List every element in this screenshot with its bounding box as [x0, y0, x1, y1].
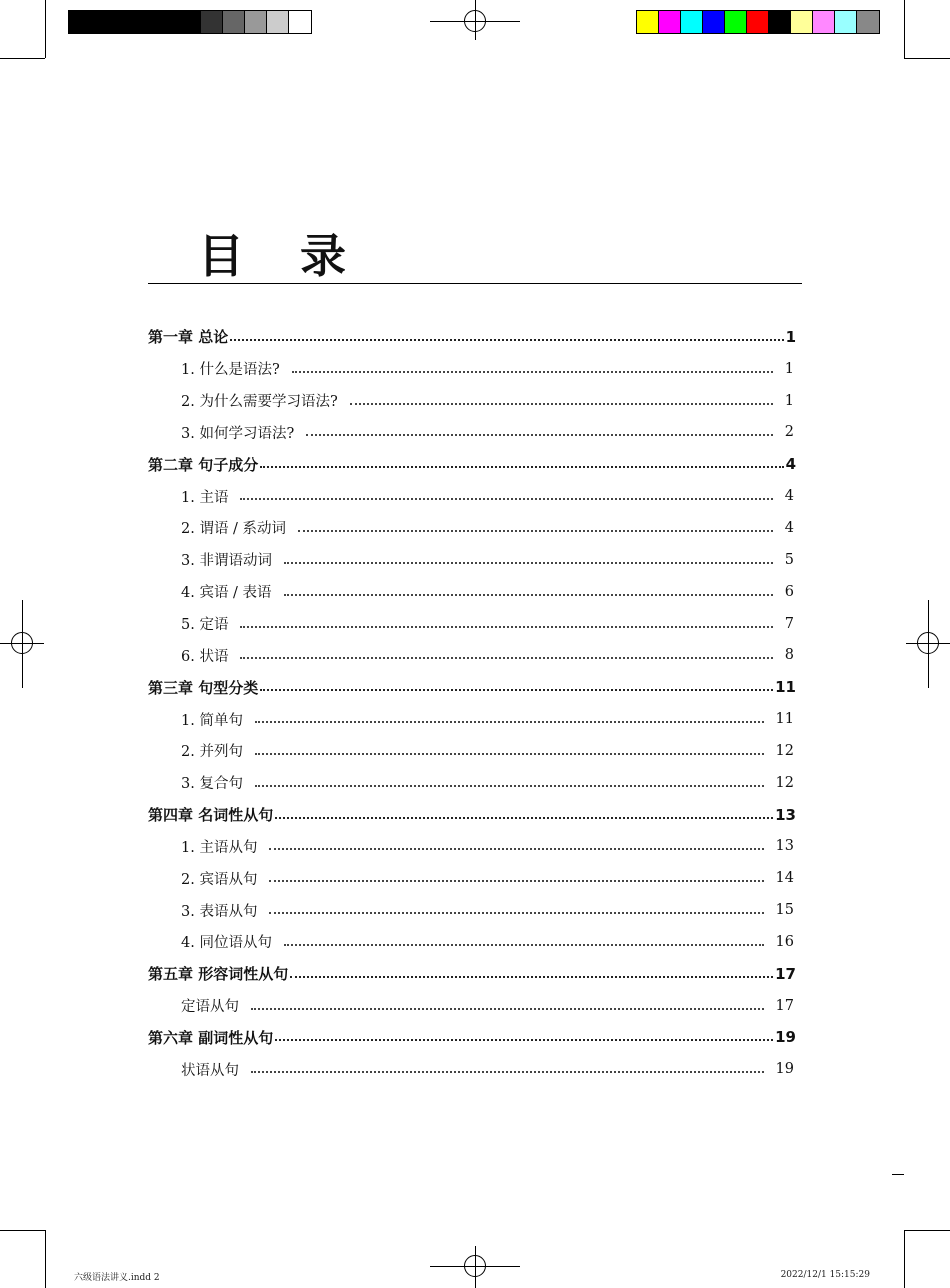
color-swatch [113, 11, 135, 33]
toc-section-entry[interactable] [148, 480, 796, 512]
toc-chapter-entry[interactable] [148, 671, 796, 703]
footer-timestamp: 2022/12/1 15:15:29 [780, 1270, 870, 1280]
toc-page-number: 2 [784, 424, 794, 441]
color-swatch [703, 11, 725, 33]
toc-section-entry[interactable] [148, 1053, 796, 1085]
toc-page-number: 11 [775, 678, 796, 697]
toc-section-entry[interactable] [148, 894, 796, 926]
toc-dot-leader [230, 339, 783, 341]
toc-section-entry[interactable] [148, 353, 796, 385]
color-swatch [747, 11, 769, 33]
toc-page-number: 1 [785, 327, 796, 346]
toc-dot-leader [251, 1071, 764, 1073]
title-divider [148, 283, 802, 284]
toc-page-number: 14 [775, 870, 794, 887]
toc-page-number: 8 [784, 647, 794, 664]
toc-section-entry[interactable] [148, 831, 796, 863]
toc-page-number: 13 [775, 838, 794, 855]
color-swatch [289, 11, 311, 33]
margin-dash [892, 1174, 904, 1175]
color-swatch [135, 11, 157, 33]
toc-page-number: 1 [784, 360, 794, 377]
color-swatch [179, 11, 201, 33]
toc-entry-label: 第一章 总论 [148, 328, 229, 347]
table-of-contents [148, 321, 796, 1085]
toc-entry-label: 第二章 句子成分 [148, 455, 259, 474]
toc-section-entry[interactable] [148, 544, 796, 576]
toc-entry-label: 2. 并列句 [181, 744, 243, 761]
color-swatch [223, 11, 245, 33]
toc-dot-leader [292, 371, 773, 373]
color-swatch [791, 11, 813, 33]
toc-section-entry[interactable] [148, 990, 796, 1022]
toc-dot-leader [260, 689, 773, 691]
toc-entry-label: 1. 什么是语法? [181, 362, 280, 379]
color-swatch [69, 11, 91, 33]
color-swatch [157, 11, 179, 33]
toc-dot-leader [240, 626, 772, 628]
toc-section-entry[interactable] [148, 639, 796, 671]
toc-entry-label: 第六章 副词性从句 [148, 1028, 274, 1047]
toc-dot-leader [275, 1039, 773, 1041]
toc-chapter-entry[interactable] [148, 448, 796, 480]
toc-section-entry[interactable] [148, 767, 796, 799]
color-swatch [637, 11, 659, 33]
toc-section-entry[interactable] [148, 926, 796, 958]
toc-entry-label: 第三章 句型分类 [148, 678, 259, 697]
toc-dot-leader [251, 1008, 764, 1010]
toc-page-number: 16 [775, 933, 794, 950]
toc-page-number: 4 [784, 488, 794, 505]
toc-chapter-entry[interactable] [148, 958, 796, 990]
toc-page-number: 7 [784, 615, 794, 632]
color-swatch [245, 11, 267, 33]
toc-dot-leader [269, 848, 763, 850]
color-swatch [201, 11, 223, 33]
toc-section-entry[interactable] [148, 417, 796, 449]
toc-page-number: 12 [775, 774, 794, 791]
toc-dot-leader [290, 976, 773, 978]
toc-page-number: 13 [775, 805, 796, 824]
toc-page-number: 19 [775, 1028, 796, 1047]
color-swatch [659, 11, 681, 33]
toc-page-number: 11 [775, 711, 794, 728]
color-swatch [835, 11, 857, 33]
color-swatch [769, 11, 791, 33]
toc-dot-leader [306, 434, 773, 436]
toc-chapter-entry[interactable] [148, 799, 796, 831]
toc-page-number: 19 [775, 1061, 794, 1078]
color-swatch [681, 11, 703, 33]
toc-entry-label: 1. 主语 [181, 489, 229, 506]
toc-entry-label: 第四章 名词性从句 [148, 806, 274, 825]
toc-entry-label: 状语从句 [181, 1062, 239, 1079]
toc-entry-label: 定语从句 [181, 999, 239, 1016]
toc-entry-label: 3. 复合句 [181, 776, 243, 793]
toc-dot-leader [255, 753, 764, 755]
grayscale-control-bar [68, 10, 312, 34]
toc-page-number: 5 [784, 551, 794, 568]
toc-section-entry[interactable] [148, 608, 796, 640]
toc-dot-leader [298, 530, 773, 532]
toc-chapter-entry[interactable] [148, 321, 796, 353]
toc-page-number: 12 [775, 742, 794, 759]
toc-section-entry[interactable] [148, 735, 796, 767]
toc-entry-label: 3. 如何学习语法? [181, 425, 295, 442]
toc-dot-leader [284, 562, 773, 564]
color-swatch [91, 11, 113, 33]
color-swatch [857, 11, 879, 33]
toc-page-number: 15 [775, 902, 794, 919]
toc-entry-label: 6. 状语 [181, 648, 229, 665]
toc-entry-label: 5. 定语 [181, 617, 229, 634]
toc-page-number: 4 [785, 455, 796, 474]
toc-section-entry[interactable] [148, 576, 796, 608]
toc-entry-label: 2. 谓语 / 系动词 [181, 521, 287, 538]
toc-page-number: 1 [784, 392, 794, 409]
toc-dot-leader [269, 912, 763, 914]
toc-page-number: 4 [784, 519, 794, 536]
toc-page-number: 17 [775, 964, 796, 983]
toc-entry-label: 2. 为什么需要学习语法? [181, 394, 338, 411]
color-swatch [725, 11, 747, 33]
toc-section-entry[interactable] [148, 862, 796, 894]
toc-dot-leader [275, 817, 773, 819]
footer-file-name: 六级语法讲义.indd 2 [74, 1273, 160, 1283]
toc-page-number: 6 [784, 583, 794, 600]
toc-entry-label: 4. 宾语 / 表语 [181, 585, 272, 602]
toc-dot-leader [284, 594, 773, 596]
toc-dot-leader [260, 466, 783, 468]
color-swatch [267, 11, 289, 33]
toc-entry-label: 第五章 形容词性从句 [148, 965, 289, 984]
color-control-bar [636, 10, 880, 34]
toc-dot-leader [269, 880, 763, 882]
color-swatch [813, 11, 835, 33]
toc-section-entry[interactable] [148, 385, 796, 417]
toc-entry-label: 1. 主语从句 [181, 839, 258, 856]
toc-chapter-entry[interactable] [148, 1022, 796, 1054]
toc-entry-label: 1. 简单句 [181, 712, 243, 729]
toc-dot-leader [240, 498, 772, 500]
toc-entry-label: 3. 非谓语动词 [181, 553, 272, 570]
toc-dot-leader [350, 403, 773, 405]
toc-entry-label: 4. 同位语从句 [181, 935, 272, 952]
toc-dot-leader [255, 785, 764, 787]
toc-section-entry[interactable] [148, 703, 796, 735]
toc-page-number: 17 [775, 997, 794, 1014]
page-title: 目 录 [198, 229, 367, 283]
toc-section-entry[interactable] [148, 512, 796, 544]
toc-dot-leader [255, 721, 764, 723]
toc-entry-label: 2. 宾语从句 [181, 871, 258, 888]
toc-dot-leader [284, 944, 764, 946]
toc-entry-label: 3. 表语从句 [181, 903, 258, 920]
toc-dot-leader [240, 657, 772, 659]
